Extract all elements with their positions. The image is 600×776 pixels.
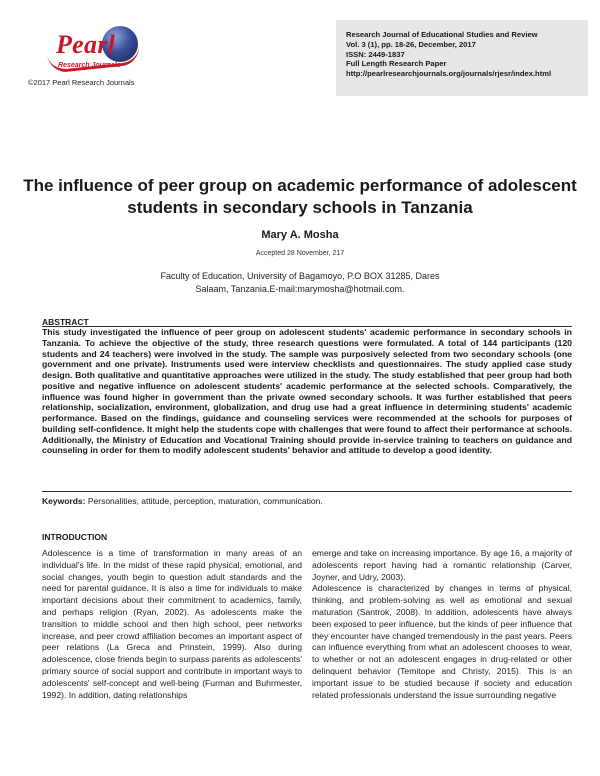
abstract-bottom-rule	[42, 491, 572, 492]
copyright-notice: ©2017 Pearl Research Journals	[28, 78, 135, 87]
abstract-text: This study investigated the influence of peer group on adolescent students' academic performance in secondary schools in Tanzania. To achieve the objective of the study, three research questions were formulated. A total of 144 participants (120 students and 24 teachers) were involved in the study. The sample was purposively selected from two secondary schools (one government and one private). Instruments used were interview checklists and questionnaires. The study applied case study design. Both qualitative and quantitative approaches were utilized in the study. The study established that peer group had both positive and negative influence on adolescent students' academic performance at the selected schools. Comparatively, the influence was found higher in government than the private owned secondary schools. It was further established that peers relationship, socialization, environment, globalization, and drug use had a great influence in determining students' academic performance. Based on the findings, guidance and counseling services were recommended at the schools for purposes of building self-confidence. It might help the students cope with challenges that were found to affect their performance at schools. Additionally, the Ministry of Education and Vocational Training should provide in-service training to teachers on guidance and counseling in order for them to modify adolescent students' behavior and attitude to develop a good identity.	[42, 327, 572, 456]
logo-wordmark: Pearl	[56, 30, 116, 59]
journal-url[interactable]: http://pearlresearchjournals.org/journals/rjesr/index.html	[346, 69, 552, 79]
author-affiliation: Faculty of Education, University of Bagamoyo, P.O BOX 31285, Dares Salaam, Tanzania.E-mail:marymosha@hotmail.com.	[160, 271, 440, 294]
journal-volume: Vol. 3 (1), pp. 18-26, December, 2017	[346, 39, 476, 49]
paper-type: Full Length Research Paper	[346, 59, 447, 69]
accepted-date: Accepted 28 November, 217	[255, 250, 345, 257]
journal-issn: ISSN: 2449-1837	[346, 49, 405, 59]
journal-info-box	[336, 20, 588, 96]
intro-paragraph-3: Adolescence is characterized by changes in terms of physical, thinking, and problem-solving as well as emotional and sexual maturation (Santrok, 2008). In addition, adolescents have always been exposed to peer influence, but the kinds of peer influence that they encounter have changed tremendously in the past years. Peers can influence everything from what an adolescent chooses to wear, to whether or not an adolescent engages in drug-related or other delinquent behavior (Temitope and Christy, 2015). This is an important issue to be studied because if society and education related professionals understand the issue surrounding negative	[312, 583, 572, 700]
journal-name: Research Journal of Educational Studies and Review	[346, 30, 538, 39]
intro-paragraph-2: emerge and take on increasing importance. By age 16, a majority of adolescents report having had a romantic relationship (Carver, Joyner, and Udry, 2003).	[312, 548, 572, 582]
keywords-text: Personalities, attitude, perception, maturation, communication.	[87, 496, 323, 506]
abstract-heading: ABSTRACT	[42, 317, 89, 327]
paper-title: The influence of peer group on academic performance of adolescent students in secondary schools in Tanzania	[23, 176, 577, 217]
keywords	[42, 496, 572, 507]
intro-paragraph-1: Adolescence is a time of transformation in many areas of an individual's life. In the midst of these rapid physical, emotional, and social changes, youth begin to question adult standards and the need for parental guidance. It is also a time for individuals to make important decisions about their commitment to academics, family, and perhaps religion (Ryan, 2002). As adolescents make the transition to middle school and then high school, peer networks increase, and peer crowd affiliation becomes an important aspect of peer relations (La Greca and Prinstein, 1999). Also during adolescence, close friends begin to surpass parents as adolescents' primary source of social support and contribute in important ways to adolescents' self-concept and well-being (Furman and Buhrmester, 1992). In addition, dating relationships	[42, 548, 302, 700]
right-column	[312, 548, 572, 701]
journal-logo	[40, 22, 150, 78]
introduction-heading: INTRODUCTION	[42, 532, 108, 542]
author-name: Mary A. Mosha	[261, 229, 339, 241]
left-column	[42, 548, 302, 701]
keywords-label: Keywords:	[42, 496, 86, 506]
logo-subtitle: Research Journals	[58, 62, 121, 69]
